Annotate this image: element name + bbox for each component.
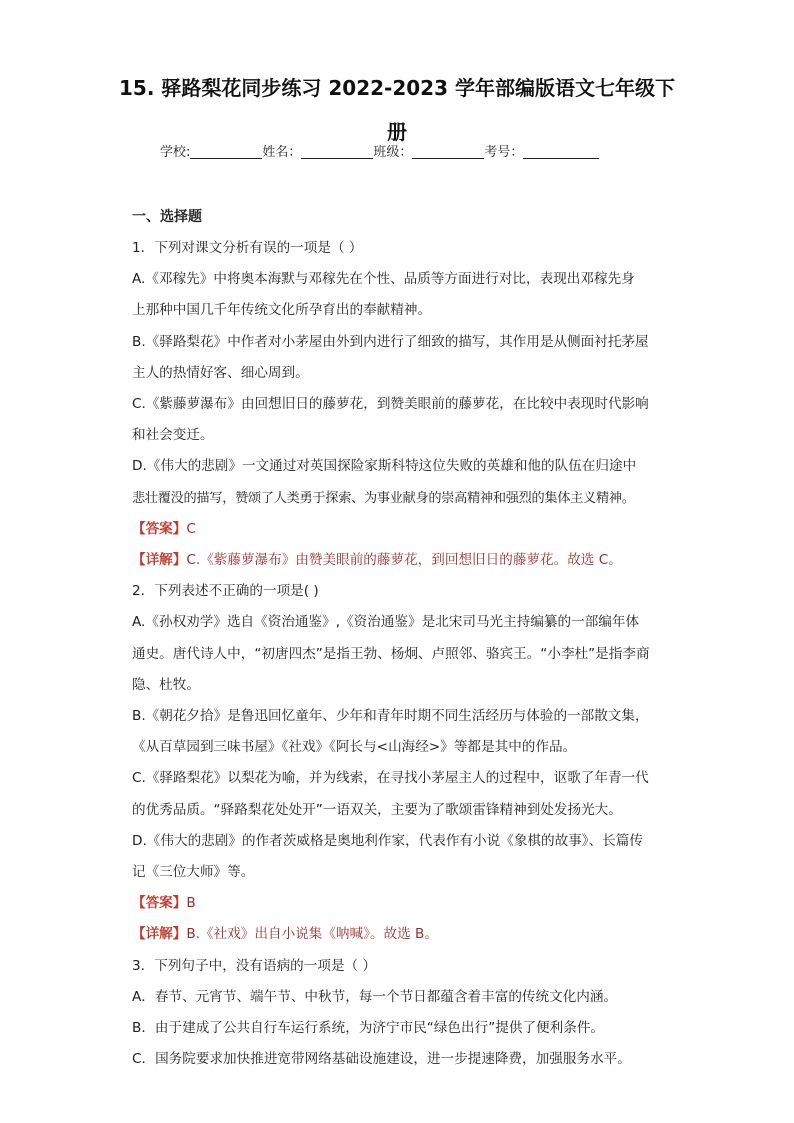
option-b-line-2: 主人的热情好客、细心周到。 xyxy=(132,364,309,381)
document-title xyxy=(100,66,694,154)
detail-tag: 【详解】 xyxy=(132,552,187,569)
answer-value: C xyxy=(186,520,196,537)
option-b-line-2: 《从百草园到三味书屋》《社戏》《阿长与<山海经>》等都是其中的作品。 xyxy=(132,739,577,756)
school-blank[interactable] xyxy=(190,145,262,159)
question-stem: 3．下列句子中，没有语病的一项是（ ） xyxy=(132,957,377,974)
name-label: 姓名： xyxy=(262,145,302,160)
option-c-line-1: C.《驿路梨花》以梨花为喻，并为线索，在寻找小茅屋主人的过程中，讴歌了年青一代 xyxy=(132,770,649,787)
option-d-line-2: 悲壮覆没的描写，赞颂了人类勇于探索、为事业献身的崇高精神和强烈的集体主义精神。 xyxy=(132,490,635,506)
detail-line xyxy=(132,919,664,950)
question-stem: 2．下列表述不正确的一项是( ) xyxy=(132,583,319,600)
option-c-line-1: C．国务院要求加快推进宽带网络基础设施建设，进一步提速降费，加强服务水平。 xyxy=(132,1051,631,1068)
option-d-line-1: D.《伟大的悲剧》一文通过对英国探险家斯科特这位失败的英雄和他的队伍在归途中 xyxy=(132,458,637,475)
option-a-line-1: A.《孙权劝学》选自《资治通鉴》,《资治通鉴》是北宋司马光主持编纂的一部编年体 xyxy=(132,614,640,631)
option-b-line-1: B.《朝花夕拾》是鲁迅回忆童年、少年和青年时期不同生活经历与体验的一部散文集， xyxy=(132,708,649,725)
option-c-line-2: 和社会变迁。 xyxy=(132,427,214,444)
number-label: 考号： xyxy=(484,145,524,160)
option-c-line-1: C.《紫藤萝瀑布》由回想旧日的藤萝花，到赞美眼前的藤萝花，在比较中表现时代影响 xyxy=(132,396,649,413)
title-line-2: 册 xyxy=(387,120,407,144)
question-3 xyxy=(132,951,664,1076)
question-2 xyxy=(132,576,664,950)
answer-tag: 【答案】 xyxy=(132,520,187,537)
answer-line xyxy=(132,514,664,545)
title-line-1: 15. 驿路梨花同步练习 2022-2023 学年部编版语文七年级下 xyxy=(119,76,675,100)
answer-tag: 【答案】 xyxy=(132,895,187,912)
question-1 xyxy=(132,233,664,576)
number-blank[interactable] xyxy=(523,145,599,159)
option-b-line-1: B.《驿路梨花》中作者对小茅屋由外到内进行了细致的描写，其作用是从侧面衬托茅屋 xyxy=(132,333,649,350)
option-a-line-3: 隐、杜牧。 xyxy=(132,676,200,693)
answer-value: B xyxy=(186,895,196,912)
question-stem: 1．下列对课文分析有误的一项是（ ） xyxy=(132,240,363,256)
option-d-line-2: 记《三位大师》等。 xyxy=(132,864,255,881)
option-a-line-2: 通史。唐代诗人中，“初唐四杰”是指王勃、杨炯、卢照邻、骆宾王。“小李杜”是指李商 xyxy=(132,645,650,662)
answer-line xyxy=(132,888,664,919)
option-a-line-2: 上那种中国几千年传统文化所孕育出的奉献精神。 xyxy=(132,302,432,319)
school-label: 学校: xyxy=(160,145,191,160)
student-info-row xyxy=(160,144,680,162)
detail-tag: 【详解】 xyxy=(132,926,187,943)
questions-area xyxy=(132,233,664,1075)
detail-text: B.《社戏》出自小说集《呐喊》。故选 B。 xyxy=(186,926,438,943)
class-label: 班级： xyxy=(373,145,413,160)
option-a-line-1: A.《邓稼先》中将奥本海默与邓稼先在个性、品质等方面进行对比，表现出邓稼先身 xyxy=(132,271,635,288)
option-a-line-1: A．春节、元宵节、端午节、中秋节，每一个节日都蕴含着丰富的传统文化内涵。 xyxy=(132,988,618,1005)
option-c-line-2: 的优秀品质。“驿路梨花处处开”一语双关，主要为了歌颂雷锋精神到处发扬光大。 xyxy=(132,801,622,818)
option-d-line-1: D.《伟大的悲剧》的作者茨威格是奥地利作家，代表作有小说《象棋的故事》、长篇传 xyxy=(132,832,643,849)
section-title: 一、选择题 xyxy=(132,209,202,225)
detail-line xyxy=(132,545,664,576)
option-b-line-1: B．由于建成了公共自行车运行系统，为济宁市民“绿色出行”提供了便利条件。 xyxy=(132,1020,605,1037)
name-blank[interactable] xyxy=(301,145,373,159)
detail-text: C.《紫藤萝瀑布》由赞美眼前的藤萝花，到回想旧日的藤萝花。故选 C。 xyxy=(186,552,622,569)
class-blank[interactable] xyxy=(412,145,484,159)
